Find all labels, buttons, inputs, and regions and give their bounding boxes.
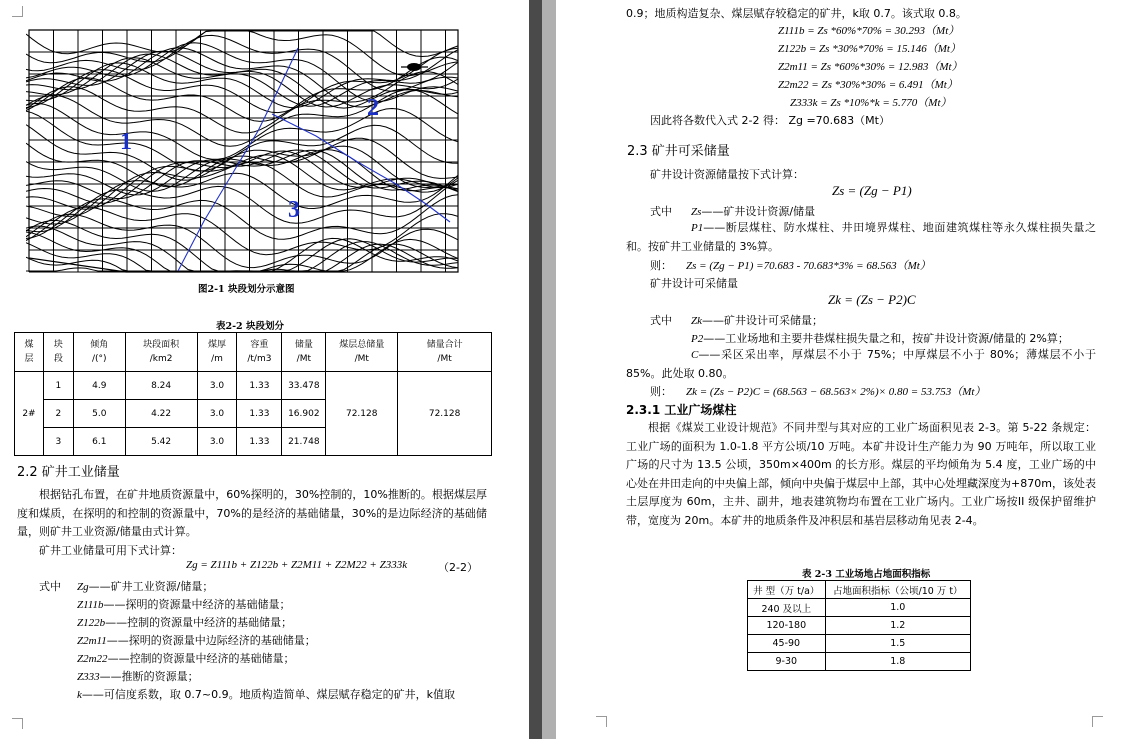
contour-line xyxy=(26,48,458,112)
continued-line: 0.9；地质构造复杂、煤层赋存较稳定的矿井，k取 0.7。该式取 0.8。 xyxy=(626,7,967,20)
zone-label-1: 1 xyxy=(120,129,132,155)
page-gap xyxy=(542,0,556,739)
formula-zk: Zk = (Zs − P2)C xyxy=(828,292,916,307)
crop-mark-top-left xyxy=(12,6,23,17)
industrial-site-area-table xyxy=(747,580,971,671)
table-cell: 8.24 xyxy=(125,372,197,400)
table-cell: 3 xyxy=(43,428,73,456)
table-cell: 1.8 xyxy=(825,653,970,671)
header-density: 容重 /t/m3 xyxy=(237,333,282,372)
definition-text: ——矿井设计可采储量； xyxy=(702,314,823,327)
recoverable-intro: 矿井设计可采储量 xyxy=(650,277,738,290)
definition-paragraph xyxy=(626,219,1096,256)
calc-line: Z122b = Zs *30%*70% = 15.146（Mt） xyxy=(778,43,961,55)
section-heading-2-3-1: 2.3.1 工业广场煤柱 xyxy=(626,403,737,417)
definition-line xyxy=(77,578,213,596)
map-contours xyxy=(26,31,458,271)
table-cell: 4.22 xyxy=(125,400,197,428)
table-cell: 2 xyxy=(43,400,73,428)
header-area-index: 占地面积指标（公顷/10 万 t） xyxy=(825,581,970,599)
symbol: Z333 xyxy=(77,671,100,683)
table-cell: 3.0 xyxy=(197,372,237,400)
table-row xyxy=(748,653,971,671)
header-seam: 煤 层 xyxy=(15,333,44,372)
definition-text: ——探明的资源量中经济的基础储量； xyxy=(103,598,291,611)
calc-zs: Zs = (Zg − P1) =70.683 - 70.683*3% = 68.563（Mt） xyxy=(686,260,931,272)
formula-number: （2-2） xyxy=(438,561,478,574)
seam-total-cell: 72.128 xyxy=(326,372,398,456)
symbol: C xyxy=(691,349,699,361)
section-2-3-intro: 矿井设计资源储量按下式计算： xyxy=(650,168,804,181)
definition-paragraph xyxy=(626,346,1096,383)
header-reserve: 储量 /Mt xyxy=(282,333,326,372)
section-heading-2-2: 2.2 矿井工业储量 xyxy=(17,465,120,480)
calc-zk: Zk = (Zs − P2)C = (68.563 − 68.563× 2%)× 0.80 = 53.753（Mt） xyxy=(686,386,986,398)
header-block: 块 段 xyxy=(43,333,73,372)
table-cell: 4.9 xyxy=(73,372,125,400)
table-cell: 9-30 xyxy=(748,653,826,671)
definition-line xyxy=(77,686,455,704)
header-area: 块段面积 /km2 xyxy=(125,333,197,372)
table-cell: 120-180 xyxy=(748,617,826,635)
crop-mark-bottom-right xyxy=(1092,716,1103,727)
table-cell: 1.33 xyxy=(237,372,282,400)
left-document-page xyxy=(0,0,529,739)
table-row xyxy=(748,617,971,635)
contour-line xyxy=(26,151,458,203)
section-heading-2-3: 2.3 矿井可采储量 xyxy=(627,144,730,159)
table-cell: 5.0 xyxy=(73,400,125,428)
table-caption: 表2-2 块段划分 xyxy=(216,321,284,332)
table-cell: 1.0 xyxy=(825,599,970,617)
crop-mark-bottom-left xyxy=(596,716,607,727)
table-row xyxy=(748,635,971,653)
table-cell: 1.33 xyxy=(237,428,282,456)
table-caption: 表 2-3 工业场地占地面积指标 xyxy=(802,569,931,580)
definition-text: ——工业场地和主要井巷煤柱损失量之和，按矿井设计资源/储量的 2%算； xyxy=(703,332,1069,345)
zone-label-2: 2 xyxy=(367,95,379,121)
contour-line xyxy=(26,214,458,267)
then-label: 则： xyxy=(650,259,672,272)
result-line: 因此将各数代入式 2-2 得： Zg =70.683（Mt） xyxy=(650,114,890,127)
figure-caption: 图2-1 块段划分示意图 xyxy=(198,284,295,295)
definition-line xyxy=(691,312,823,330)
definition-line xyxy=(77,614,292,632)
calc-line: Z333k = Zs *10%*k = 5.770（Mt） xyxy=(790,97,952,109)
symbol: Z2m11 xyxy=(77,635,107,647)
table-cell: 5.42 xyxy=(125,428,197,456)
formula-intro: 矿井工业储量可用下式计算： xyxy=(39,544,182,557)
header-seam-total: 煤层总储量 /Mt xyxy=(326,333,398,372)
definition-line xyxy=(77,632,316,650)
grand-total-cell: 72.128 xyxy=(398,372,492,456)
table-row xyxy=(748,599,971,617)
contour-line xyxy=(26,31,458,57)
page-gap-shadow xyxy=(529,0,542,739)
calc-line: Z2m22 = Zs *30%*30% = 6.491（Mt） xyxy=(778,79,958,91)
definition-text: ——控制的资源量中经济的基础储量； xyxy=(105,616,293,629)
symbol: Z111b xyxy=(77,599,104,611)
table-cell: 1 xyxy=(43,372,73,400)
symbol: P2 xyxy=(691,333,704,345)
definition-text: ——矿井工业资源/储量； xyxy=(88,580,214,593)
right-document-page xyxy=(556,0,1122,739)
where-label: 式中 xyxy=(39,580,61,593)
section-2-3-1-paragraph: 根据《煤炭工业设计规范》不同井型与其对应的工业广场面积见表 2-3。第 5-22 条规定：工业广场的面积为 1.0-1.8 平方公顷/10 万吨。本矿井设计生产能力为 90 万吨年，所以取工业广场的尺寸为 13.5 公顷，350m×400m 的长方形。煤层的平均倾角为 5.4 度，工业广场的中心处在井田走向的中央偏上部，倾向中央偏于煤层中上部，其中心处埋藏深度为+870m，该处表土层厚度为 60m，主井、副井，地表建筑物均布置在工业广场内。工业广场按II 级保护留维护带，宽度为 20m。本矿井的地质条件及冲积层和基岩层移动角见表 2-4。 xyxy=(626,421,1096,527)
definition-text: ——断层煤柱、防水煤柱、井田境界煤柱、地面建筑煤柱等永久煤柱损失量之和。按矿井工业储量的 3%算。 xyxy=(626,221,1096,253)
block-division-table xyxy=(14,332,492,456)
table-cell: 1.33 xyxy=(237,400,282,428)
header-angle: 倾角 /(°) xyxy=(73,333,125,372)
where-label: 式中 xyxy=(650,205,672,218)
definition-text: ——采区采出率，厚煤层不小于 75%；中厚煤层不小于 80%；薄煤层不小于 85%。此处取 0.80。 xyxy=(626,348,1096,380)
table-cell: 21.748 xyxy=(282,428,326,456)
symbol: k xyxy=(77,689,82,701)
seam-cell: 2# xyxy=(15,372,44,456)
symbol: P1 xyxy=(691,222,704,234)
table-header-row xyxy=(15,333,492,372)
table-cell: 33.478 xyxy=(282,372,326,400)
definition-line xyxy=(77,668,199,686)
table-row xyxy=(15,372,492,400)
table-cell: 45-90 xyxy=(748,635,826,653)
symbol: Z122b xyxy=(77,617,106,629)
then-label: 则： xyxy=(650,385,672,398)
header-grand-total: 储量合计 /Mt xyxy=(398,333,492,372)
definition-text: ——探明的资源量中边际经济的基础储量； xyxy=(106,634,316,647)
section-2-2-paragraph: 根据钻孔布置，在矿井地质资源量中，60%探明的，30%控制的，10%推断的。根据煤层厚度和煤质，在探明的和控制的资源量中，70%的是经济的基础储量，30%的是边际经济的基础储量，则矿井工业资源/储量由式计算。 xyxy=(17,488,487,538)
calc-line: Z111b = Zs *60%*70% = 30.293（Mt） xyxy=(778,25,960,37)
zone-label-3: 3 xyxy=(288,197,300,223)
table-cell: 6.1 xyxy=(73,428,125,456)
symbol: Zg xyxy=(77,581,89,593)
crop-mark-bottom-left xyxy=(12,718,23,729)
contour-line xyxy=(26,207,458,255)
calc-line: Z2m11 = Zs *60%*30% = 12.983（Mt） xyxy=(778,61,963,73)
symbol: Zk xyxy=(691,315,702,327)
table-cell: 240 及以上 xyxy=(748,599,826,617)
header-mine-type: 井 型（万 t/a） xyxy=(748,581,826,599)
table-cell: 16.902 xyxy=(282,400,326,428)
header-thickness: 煤厚 /m xyxy=(197,333,237,372)
symbol: Zs xyxy=(691,206,702,218)
table-cell: 3.0 xyxy=(197,400,237,428)
definition-text: ——可信度系数，取 0.7~0.9。地质构造简单、煤层赋存稳定的矿井，k值取 xyxy=(81,688,455,701)
table-header-row xyxy=(748,581,971,599)
definition-line xyxy=(77,596,291,614)
table-cell: 1.2 xyxy=(825,617,970,635)
table-cell: 3.0 xyxy=(197,428,237,456)
table-cell: 1.5 xyxy=(825,635,970,653)
definition-text: ——推断的资源量； xyxy=(99,670,199,683)
symbol: Z2m22 xyxy=(77,653,108,665)
formula-2-2: Zg = Z111b + Z122b + Z2M11 + Z2M22 + Z333k xyxy=(186,559,408,571)
block-division-map xyxy=(26,26,460,278)
definition-line xyxy=(77,650,295,668)
formula-zs: Zs = (Zg − P1) xyxy=(832,183,912,198)
definition-text: ——控制的资源量中经济的基础储量； xyxy=(107,652,295,665)
definition-text: ——矿井设计资源/储量 xyxy=(701,205,816,218)
where-label: 式中 xyxy=(650,314,672,327)
